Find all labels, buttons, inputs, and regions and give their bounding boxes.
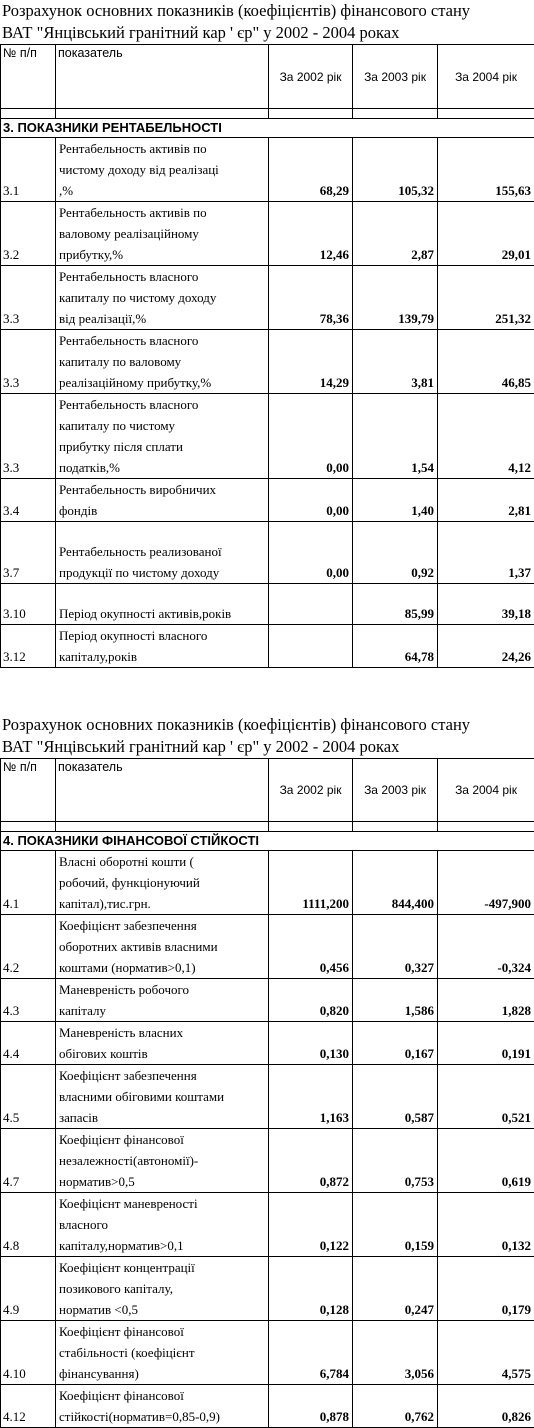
report-title-line-1: Розрахунок основних показників (коефіцієнтів) фінансового стану	[0, 714, 534, 736]
row-number: 3.3	[1, 394, 56, 479]
indicator-name: Коефіцієнт концентрації позикового капіталу, норматив <0,5	[56, 1257, 269, 1321]
value-2003: 0,159	[353, 1193, 438, 1257]
value-2002: 12,46	[269, 202, 353, 266]
value-2003: 2,87	[353, 202, 438, 266]
indicator-name: Рентабельность власного капиталу по чистому доходу від реалізації,%	[56, 266, 269, 330]
column-header-indicator: показатель	[56, 759, 269, 822]
value-2002: 0,00	[269, 479, 353, 522]
value-2003: 3,056	[353, 1321, 438, 1385]
row-number: 4.7	[1, 1129, 56, 1193]
indicator-name: Коефіцієнт фінансової незалежності(автономії)- норматив>0,5	[56, 1129, 269, 1193]
row-number: 3.3	[1, 330, 56, 394]
table-row	[1, 138, 534, 202]
value-2004: 2,81	[438, 479, 534, 522]
table-row	[1, 915, 534, 979]
value-2004: -497,900	[438, 851, 534, 915]
value-2003: 1,586	[353, 979, 438, 1022]
value-2004: 0,132	[438, 1193, 534, 1257]
table-row	[1, 979, 534, 1022]
value-2003: 0,753	[353, 1129, 438, 1193]
value-2003: 0,762	[353, 1385, 438, 1428]
indicator-name: Коефіцієнт забезпечення власними обіговими коштами запасів	[56, 1065, 269, 1129]
indicator-name: Рентабельность активів по чистому доходу від реалізаці ,%	[56, 138, 269, 202]
value-2004: 0,179	[438, 1257, 534, 1321]
value-2003: 0,167	[353, 1022, 438, 1065]
value-2003: 105,32	[353, 138, 438, 202]
column-header-2002: За 2002 рік	[269, 759, 353, 822]
table-row	[1, 1065, 534, 1129]
value-2002: 1111,200	[269, 851, 353, 915]
table-header-row	[1, 45, 534, 109]
row-number: 4.3	[1, 979, 56, 1022]
row-number: 4.10	[1, 1321, 56, 1385]
value-2002: 0,130	[269, 1022, 353, 1065]
indicator-name: Коефіцієнт забезпечення оборотних активів власними коштами (норматив>0,1)	[56, 915, 269, 979]
value-2004: 0,826	[438, 1385, 534, 1428]
value-2002: 0,878	[269, 1385, 353, 1428]
column-header-number: № п/п	[1, 759, 56, 822]
section-title: 3. ПОКАЗНИКИ РЕНТАБЕЛЬНОСТІ	[1, 119, 534, 138]
value-2002: 78,36	[269, 266, 353, 330]
value-2004: 1,828	[438, 979, 534, 1022]
table-row	[1, 1385, 534, 1428]
table-row	[1, 266, 534, 330]
value-2002: 0,128	[269, 1257, 353, 1321]
value-2004: 4,575	[438, 1321, 534, 1385]
row-number: 3.2	[1, 202, 56, 266]
column-header-2004: За 2004 рік	[438, 759, 534, 822]
value-2003: 0,587	[353, 1065, 438, 1129]
column-header-2004: За 2004 рік	[438, 45, 534, 109]
value-2004: 24,26	[438, 625, 534, 668]
row-number: 4.4	[1, 1022, 56, 1065]
value-2003: 64,78	[353, 625, 438, 668]
column-header-2003: За 2003 рік	[353, 759, 438, 822]
row-number: 3.1	[1, 138, 56, 202]
column-header-indicator: показатель	[56, 45, 269, 109]
value-2002: 0,456	[269, 915, 353, 979]
value-2004: 251,32	[438, 266, 534, 330]
column-header-2002: За 2002 рік	[269, 45, 353, 109]
indicator-name: Маневреність власних обігових коштів	[56, 1022, 269, 1065]
table-row	[1, 1193, 534, 1257]
section-row	[1, 119, 534, 138]
value-2002: 0,872	[269, 1129, 353, 1193]
financial-stability-table	[0, 758, 534, 1428]
row-number: 3.3	[1, 266, 56, 330]
value-2003: 1,40	[353, 479, 438, 522]
indicator-name: Рентабельность виробничих фондів	[56, 479, 269, 522]
value-2002: 0,122	[269, 1193, 353, 1257]
indicator-name: Період окупності активів,років	[56, 584, 269, 625]
indicator-name: Рентабельность реализованої продукції по чистому доходу	[56, 522, 269, 584]
section-title: 4. ПОКАЗНИКИ ФІНАНСОВОЇ СТІЙКОСТІ	[1, 832, 534, 851]
value-2002: 6,784	[269, 1321, 353, 1385]
table-row	[1, 584, 534, 625]
value-2004: 0,521	[438, 1065, 534, 1129]
table-row	[1, 1321, 534, 1385]
value-2002: 1,163	[269, 1065, 353, 1129]
table-header-row	[1, 759, 534, 822]
row-number: 3.12	[1, 625, 56, 668]
row-number: 4.1	[1, 851, 56, 915]
value-2004: 39,18	[438, 584, 534, 625]
table-row	[1, 1257, 534, 1321]
table-row	[1, 202, 534, 266]
value-2003: 1,54	[353, 394, 438, 479]
value-2002: 68,29	[269, 138, 353, 202]
indicator-name: Рентабельность активів по валовому реалізаційному прибутку,%	[56, 202, 269, 266]
table-row	[1, 522, 534, 584]
value-2004: 1,37	[438, 522, 534, 584]
value-2004: 4,12	[438, 394, 534, 479]
value-2003: 0,92	[353, 522, 438, 584]
row-number: 3.4	[1, 479, 56, 522]
value-2004: -0,324	[438, 915, 534, 979]
indicator-name: Період окупності власного капіталу,років	[56, 625, 269, 668]
row-number: 4.2	[1, 915, 56, 979]
table-row	[1, 479, 534, 522]
column-header-number: № п/п	[1, 45, 56, 109]
table-row	[1, 1022, 534, 1065]
value-2002: 0,00	[269, 394, 353, 479]
table-row	[1, 625, 534, 668]
value-2002: 0,820	[269, 979, 353, 1022]
value-2003: 3,81	[353, 330, 438, 394]
profitability-table	[0, 44, 534, 668]
row-number: 3.10	[1, 584, 56, 625]
report-title-line-2: ВАТ "Янцівський гранітний кар ' єр" у 2002 - 2004 роках	[0, 22, 534, 44]
value-2003: 139,79	[353, 266, 438, 330]
value-2002: 0,00	[269, 522, 353, 584]
value-2004: 0,619	[438, 1129, 534, 1193]
report-title-line-1: Розрахунок основних показників (коефіцієнтів) фінансового стану	[0, 0, 534, 22]
spacer-row	[1, 822, 534, 832]
indicator-name: Рентабельность власного капиталу по валовому реалізаційному прибутку,%	[56, 330, 269, 394]
table-row	[1, 394, 534, 479]
table-row	[1, 330, 534, 394]
value-2004: 29,01	[438, 202, 534, 266]
indicator-name: Коефіцієнт маневреності власного капіталу,норматив>0,1	[56, 1193, 269, 1257]
value-2003: 85,99	[353, 584, 438, 625]
value-2004: 0,191	[438, 1022, 534, 1065]
row-number: 3.7	[1, 522, 56, 584]
table-row	[1, 851, 534, 915]
row-number: 4.8	[1, 1193, 56, 1257]
indicator-name: Власні оборотні кошти ( робочий, функціонуючий капітал),тис.грн.	[56, 851, 269, 915]
value-2004: 155,63	[438, 138, 534, 202]
indicator-name: Рентабельность власного капиталу по чистому прибутку після сплати податків,%	[56, 394, 269, 479]
value-2003: 844,400	[353, 851, 438, 915]
row-number: 4.9	[1, 1257, 56, 1321]
value-2002	[269, 625, 353, 668]
indicator-name: Коефіцієнт фінансової стійкості(норматив=0,85-0,9)	[56, 1385, 269, 1428]
indicator-name: Коефіцієнт фінансової стабільності (коефіцієнт фінансування)	[56, 1321, 269, 1385]
value-2002: 14,29	[269, 330, 353, 394]
row-number: 4.5	[1, 1065, 56, 1129]
value-2003: 0,247	[353, 1257, 438, 1321]
table-row	[1, 1129, 534, 1193]
profitability-report	[0, 0, 534, 668]
value-2002	[269, 584, 353, 625]
section-row	[1, 832, 534, 851]
column-header-2003: За 2003 рік	[353, 45, 438, 109]
value-2004: 46,85	[438, 330, 534, 394]
report-title-line-2: ВАТ "Янцівський гранітний кар ' єр" у 2002 - 2004 роках	[0, 736, 534, 758]
row-number: 4.12	[1, 1385, 56, 1428]
spacer-row	[1, 109, 534, 119]
financial-stability-report	[0, 714, 534, 1428]
indicator-name: Маневреність робочого капіталу	[56, 979, 269, 1022]
value-2003: 0,327	[353, 915, 438, 979]
